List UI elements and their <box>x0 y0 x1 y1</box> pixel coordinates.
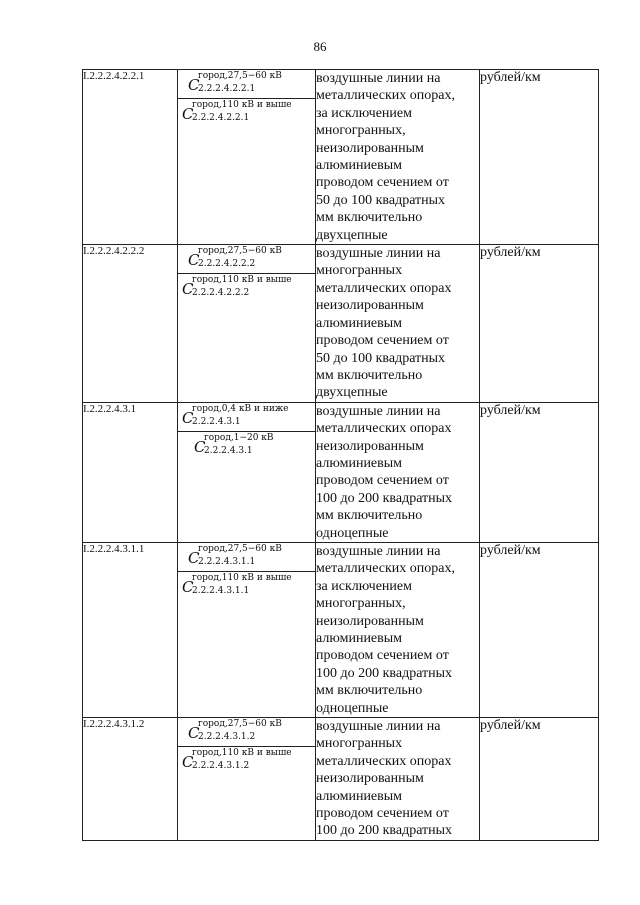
description-line: многогранных <box>316 736 403 752</box>
symbol-subscript: 2.2.2.4.2.2.1 <box>192 113 250 123</box>
row-unit: рублей/км <box>480 402 599 542</box>
symbol-subscript: 2.2.2.4.3.1.1 <box>198 556 256 567</box>
symbol-subscript: 2.2.2.4.2.2.2 <box>192 288 250 299</box>
rate-symbol-cell <box>178 542 316 717</box>
rate-symbol: C город,27,5−60 кВ 2.2.2.4.3.1.1 <box>178 543 315 572</box>
rate-symbol: C город,27,5−60 кВ 2.2.2.4.3.1.2 <box>178 718 315 747</box>
description-line: неизолированным <box>316 613 424 629</box>
description-line: мм включительно <box>316 210 423 226</box>
symbol-superscript: город,110 кВ и выше <box>192 748 292 759</box>
description-line: за исключением <box>316 578 412 594</box>
symbol-subscript: 2.2.2.4.3.1 <box>204 445 253 456</box>
description-line: мм включительно <box>316 683 423 699</box>
description-line: 100 до 200 квадратных <box>316 665 453 681</box>
description-line: одноцепные <box>316 700 389 716</box>
description-line: алюминиевым <box>316 158 403 174</box>
rate-symbol: C город,27,5−60 кВ 2.2.2.4.2.2.2 <box>178 245 315 274</box>
symbol-subscript: 2.2.2.4.3.1.2 <box>192 761 250 772</box>
description-line: двухцепные <box>316 227 388 243</box>
description-line: металлических опорах, <box>316 88 455 104</box>
rate-symbol: C город,27,5−60 кВ 2.2.2.4.2.2.1 <box>178 70 315 99</box>
description-line: мм включительно <box>316 508 423 524</box>
table-row <box>83 245 599 403</box>
description-line: многогранных, <box>316 596 406 612</box>
page-number: 86 <box>313 39 327 54</box>
rate-symbol-cell <box>178 402 316 542</box>
description-line: двухцепные <box>316 385 388 401</box>
description-line: воздушные линии на <box>316 403 441 419</box>
symbol-subscript: 2.2.2.4.3.1.1 <box>192 585 250 596</box>
description-line: воздушные линии на <box>316 71 441 86</box>
description-line: многогранных, <box>316 123 406 139</box>
symbol-subscript: 2.2.2.4.2.2.1 <box>198 84 256 94</box>
table-row <box>83 542 599 717</box>
description-line: 50 до 100 квадратных <box>316 350 446 366</box>
rate-symbol-cell <box>178 245 316 403</box>
symbol-superscript: город,27,5−60 кВ <box>198 71 282 81</box>
row-description <box>316 402 480 542</box>
description-line: 50 до 100 квадратных <box>316 192 446 208</box>
symbol-superscript: город,0,4 кВ и ниже <box>192 403 289 414</box>
symbol-superscript: город,110 кВ и выше <box>192 572 292 583</box>
rate-symbol: C город,1−20 кВ 2.2.2.4.3.1 <box>194 432 274 456</box>
symbol-subscript: 2.2.2.4.3.1.2 <box>198 732 256 743</box>
description-line: воздушные линии на <box>316 719 441 735</box>
description-line: проводом сечением от <box>316 175 449 191</box>
description-line: неизолированным <box>316 140 424 156</box>
description-line: алюминиевым <box>316 315 403 331</box>
description-line: алюминиевым <box>316 788 403 804</box>
row-code: I.2.2.2.4.2.2.1 <box>83 70 178 245</box>
description-line: алюминиевым <box>316 455 403 471</box>
rate-symbol: C город,110 кВ и выше 2.2.2.4.2.2.2 <box>182 275 292 299</box>
row-unit: рублей/км <box>480 542 599 717</box>
row-code: I.2.2.2.4.3.1.2 <box>83 718 178 841</box>
symbol-subscript: 2.2.2.4.3.1 <box>192 416 241 427</box>
table-row <box>83 70 599 245</box>
symbol-superscript: город,27,5−60 кВ <box>198 246 282 257</box>
row-unit: рублей/км <box>480 245 599 403</box>
row-unit: рублей/км <box>480 70 599 245</box>
description-line: воздушные линии на <box>316 246 441 262</box>
description-line: металлических опорах <box>316 753 452 769</box>
row-code: I.2.2.2.4.3.1 <box>83 402 178 542</box>
description-line: металлических опорах <box>316 280 452 296</box>
symbol-subscript: 2.2.2.4.2.2.2 <box>198 259 256 270</box>
row-description <box>316 542 480 717</box>
symbol-superscript: город,110 кВ и выше <box>192 100 292 110</box>
tariff-table <box>82 69 599 841</box>
row-unit: рублей/км <box>480 718 599 841</box>
row-description <box>316 718 480 841</box>
row-code: I.2.2.2.4.2.2.2 <box>83 245 178 403</box>
rate-symbol: C город,0,4 кВ и ниже 2.2.2.4.3.1 <box>178 403 315 432</box>
description-line: проводом сечением от <box>316 806 449 822</box>
symbol-superscript: город,1−20 кВ <box>204 432 274 443</box>
description-line: одноцепные <box>316 525 389 541</box>
row-description <box>316 245 480 403</box>
description-line: металлических опорах, <box>316 561 455 577</box>
description-line: проводом сечением от <box>316 648 449 664</box>
description-line: многогранных <box>316 263 403 279</box>
description-line: алюминиевым <box>316 631 403 646</box>
row-description <box>316 70 480 245</box>
description-line: неизолированным <box>316 298 424 314</box>
symbol-superscript: город,27,5−60 кВ <box>198 543 282 554</box>
rate-symbol: C город,110 кВ и выше 2.2.2.4.2.2.1 <box>182 100 292 123</box>
description-line: неизолированным <box>316 771 424 787</box>
description-line: мм включительно <box>316 367 423 383</box>
description-line: проводом сечением от <box>316 333 449 349</box>
description-line: за исключением <box>316 105 412 121</box>
rate-symbol: C город,110 кВ и выше 2.2.2.4.3.1.2 <box>182 748 292 772</box>
description-line: проводом сечением от <box>316 473 449 489</box>
description-line: 100 до 200 квадратных <box>316 490 453 506</box>
description-line: металлических опорах <box>316 421 452 437</box>
table-row <box>83 718 599 841</box>
description-line: воздушные линии на <box>316 543 441 559</box>
description-line: 100 до 200 квадратных <box>316 823 453 839</box>
rate-symbol: C город,110 кВ и выше 2.2.2.4.3.1.1 <box>182 572 292 596</box>
symbol-superscript: город,27,5−60 кВ <box>198 719 282 730</box>
symbol-superscript: город,110 кВ и выше <box>192 275 292 286</box>
description-line: неизолированным <box>316 438 424 454</box>
table-row <box>83 402 599 542</box>
rate-symbol-cell <box>178 70 316 245</box>
row-code: I.2.2.2.4.3.1.1 <box>83 542 178 717</box>
rate-symbol-cell <box>178 718 316 841</box>
